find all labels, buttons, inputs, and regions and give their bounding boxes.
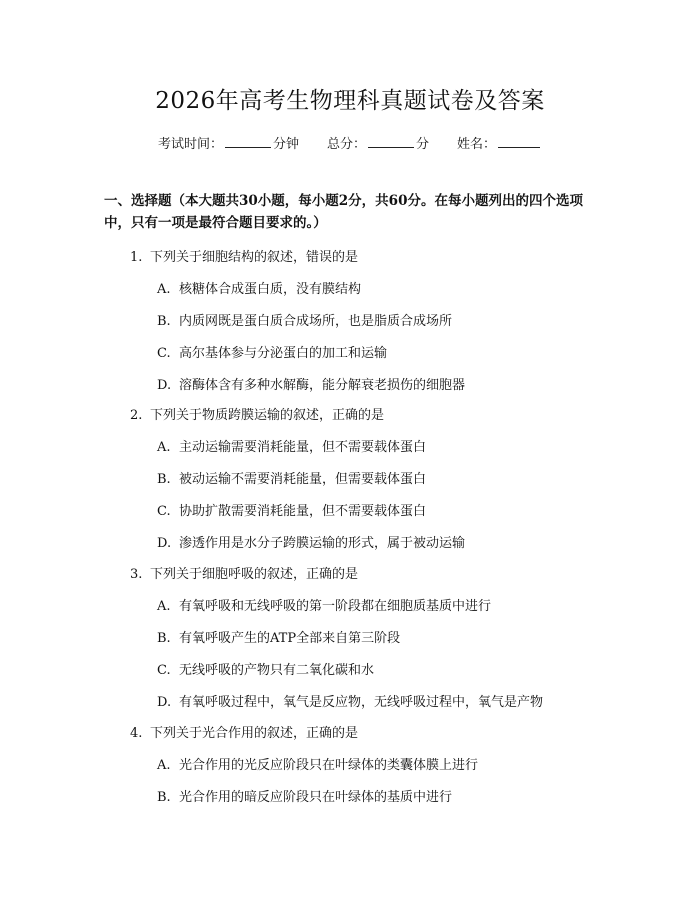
option-3a [157,595,491,614]
option-letter: B. [157,472,171,487]
score-label: 总分： [326,137,366,152]
option-text: 有氧呼吸过程中，氧气是反应物，无线呼吸过程中，氧气是产物 [179,695,544,710]
option-2c [157,500,426,519]
time-label: 考试时间： [157,137,223,152]
name-label: 姓名： [457,137,497,152]
question-2 [130,404,384,423]
option-3c [157,659,374,678]
option-letter: A. [157,440,171,455]
question-stem: 下列关于细胞结构的叙述，错误的是 [150,250,359,265]
question-stem: 下列关于物质跨膜运输的叙述，正确的是 [150,408,385,423]
total-score [327,133,429,152]
option-text: 光合作用的光反应阶段只在叶绿体的类囊体膜上进行 [179,758,479,773]
option-text: 渗透作用是水分子跨膜运输的形式，属于被动运输 [179,536,466,551]
option-text: 无线呼吸的产物只有二氧化碳和水 [179,663,375,678]
question-3 [130,563,358,582]
option-letter: C. [157,663,171,678]
option-letter: D. [157,378,172,393]
question-number: 1. [130,250,143,265]
option-1b [157,310,452,329]
question-stem: 下列关于光合作用的叙述，正确的是 [150,726,359,741]
option-text: 核糖体合成蛋白质，没有膜结构 [179,282,362,297]
question-4 [130,722,358,741]
score-unit: 分 [416,137,430,152]
option-2a [157,436,426,455]
time-blank [225,135,271,148]
option-letter: A. [157,758,171,773]
question-number: 2. [130,408,143,423]
option-text: 主动运输需要消耗能量，但不需要载体蛋白 [179,440,427,455]
name-blank [498,135,540,148]
option-letter: D. [157,536,172,551]
option-letter: B. [157,314,171,329]
question-1 [130,246,358,265]
option-2b [157,468,426,487]
option-3d [157,691,543,710]
option-text: 协助扩散需要消耗能量，但不需要载体蛋白 [179,504,427,519]
option-1c [157,342,387,361]
option-letter: C. [157,346,171,361]
page-title: 2026年高考生物理科真题试卷及答案 [155,88,545,114]
option-2d [157,532,465,551]
time-unit: 分钟 [272,137,299,152]
exam-time [158,133,299,152]
option-text: 溶酶体含有多种水解酶，能分解衰老损伤的细胞器 [179,378,466,393]
question-stem: 下列关于细胞呼吸的叙述，正确的是 [150,567,359,582]
score-blank [368,135,414,148]
option-text: 高尔基体参与分泌蛋白的加工和运输 [179,346,388,361]
option-letter: D. [157,695,172,710]
option-text: 有氧呼吸和无线呼吸的第一阶段都在细胞质基质中进行 [179,599,492,614]
option-1a [157,278,361,297]
option-text: 有氧呼吸产生的ATP全部来自第三阶段 [179,631,401,646]
option-letter: A. [157,282,171,297]
question-number: 3. [130,567,143,582]
option-text: 内质网既是蛋白质合成场所，也是脂质合成场所 [179,314,453,329]
option-letter: B. [157,790,171,805]
option-4a [157,754,478,773]
option-letter: C. [157,504,171,519]
exam-meta [0,133,700,152]
option-4b [157,786,452,805]
option-text: 被动运输不需要消耗能量，但需要载体蛋白 [179,472,427,487]
option-letter: B. [157,631,171,646]
section-heading: 一、选择题（本大题共30小题，每小题2分，共60分。在每小题列出的四个选项中，只有一项是最符合题目要求的。） [104,193,583,231]
option-letter: A. [157,599,171,614]
option-text: 光合作用的暗反应阶段只在叶绿体的基质中进行 [179,790,453,805]
option-1d [157,374,465,393]
student-name [457,133,542,152]
question-number: 4. [130,726,143,741]
option-3b [157,627,400,646]
